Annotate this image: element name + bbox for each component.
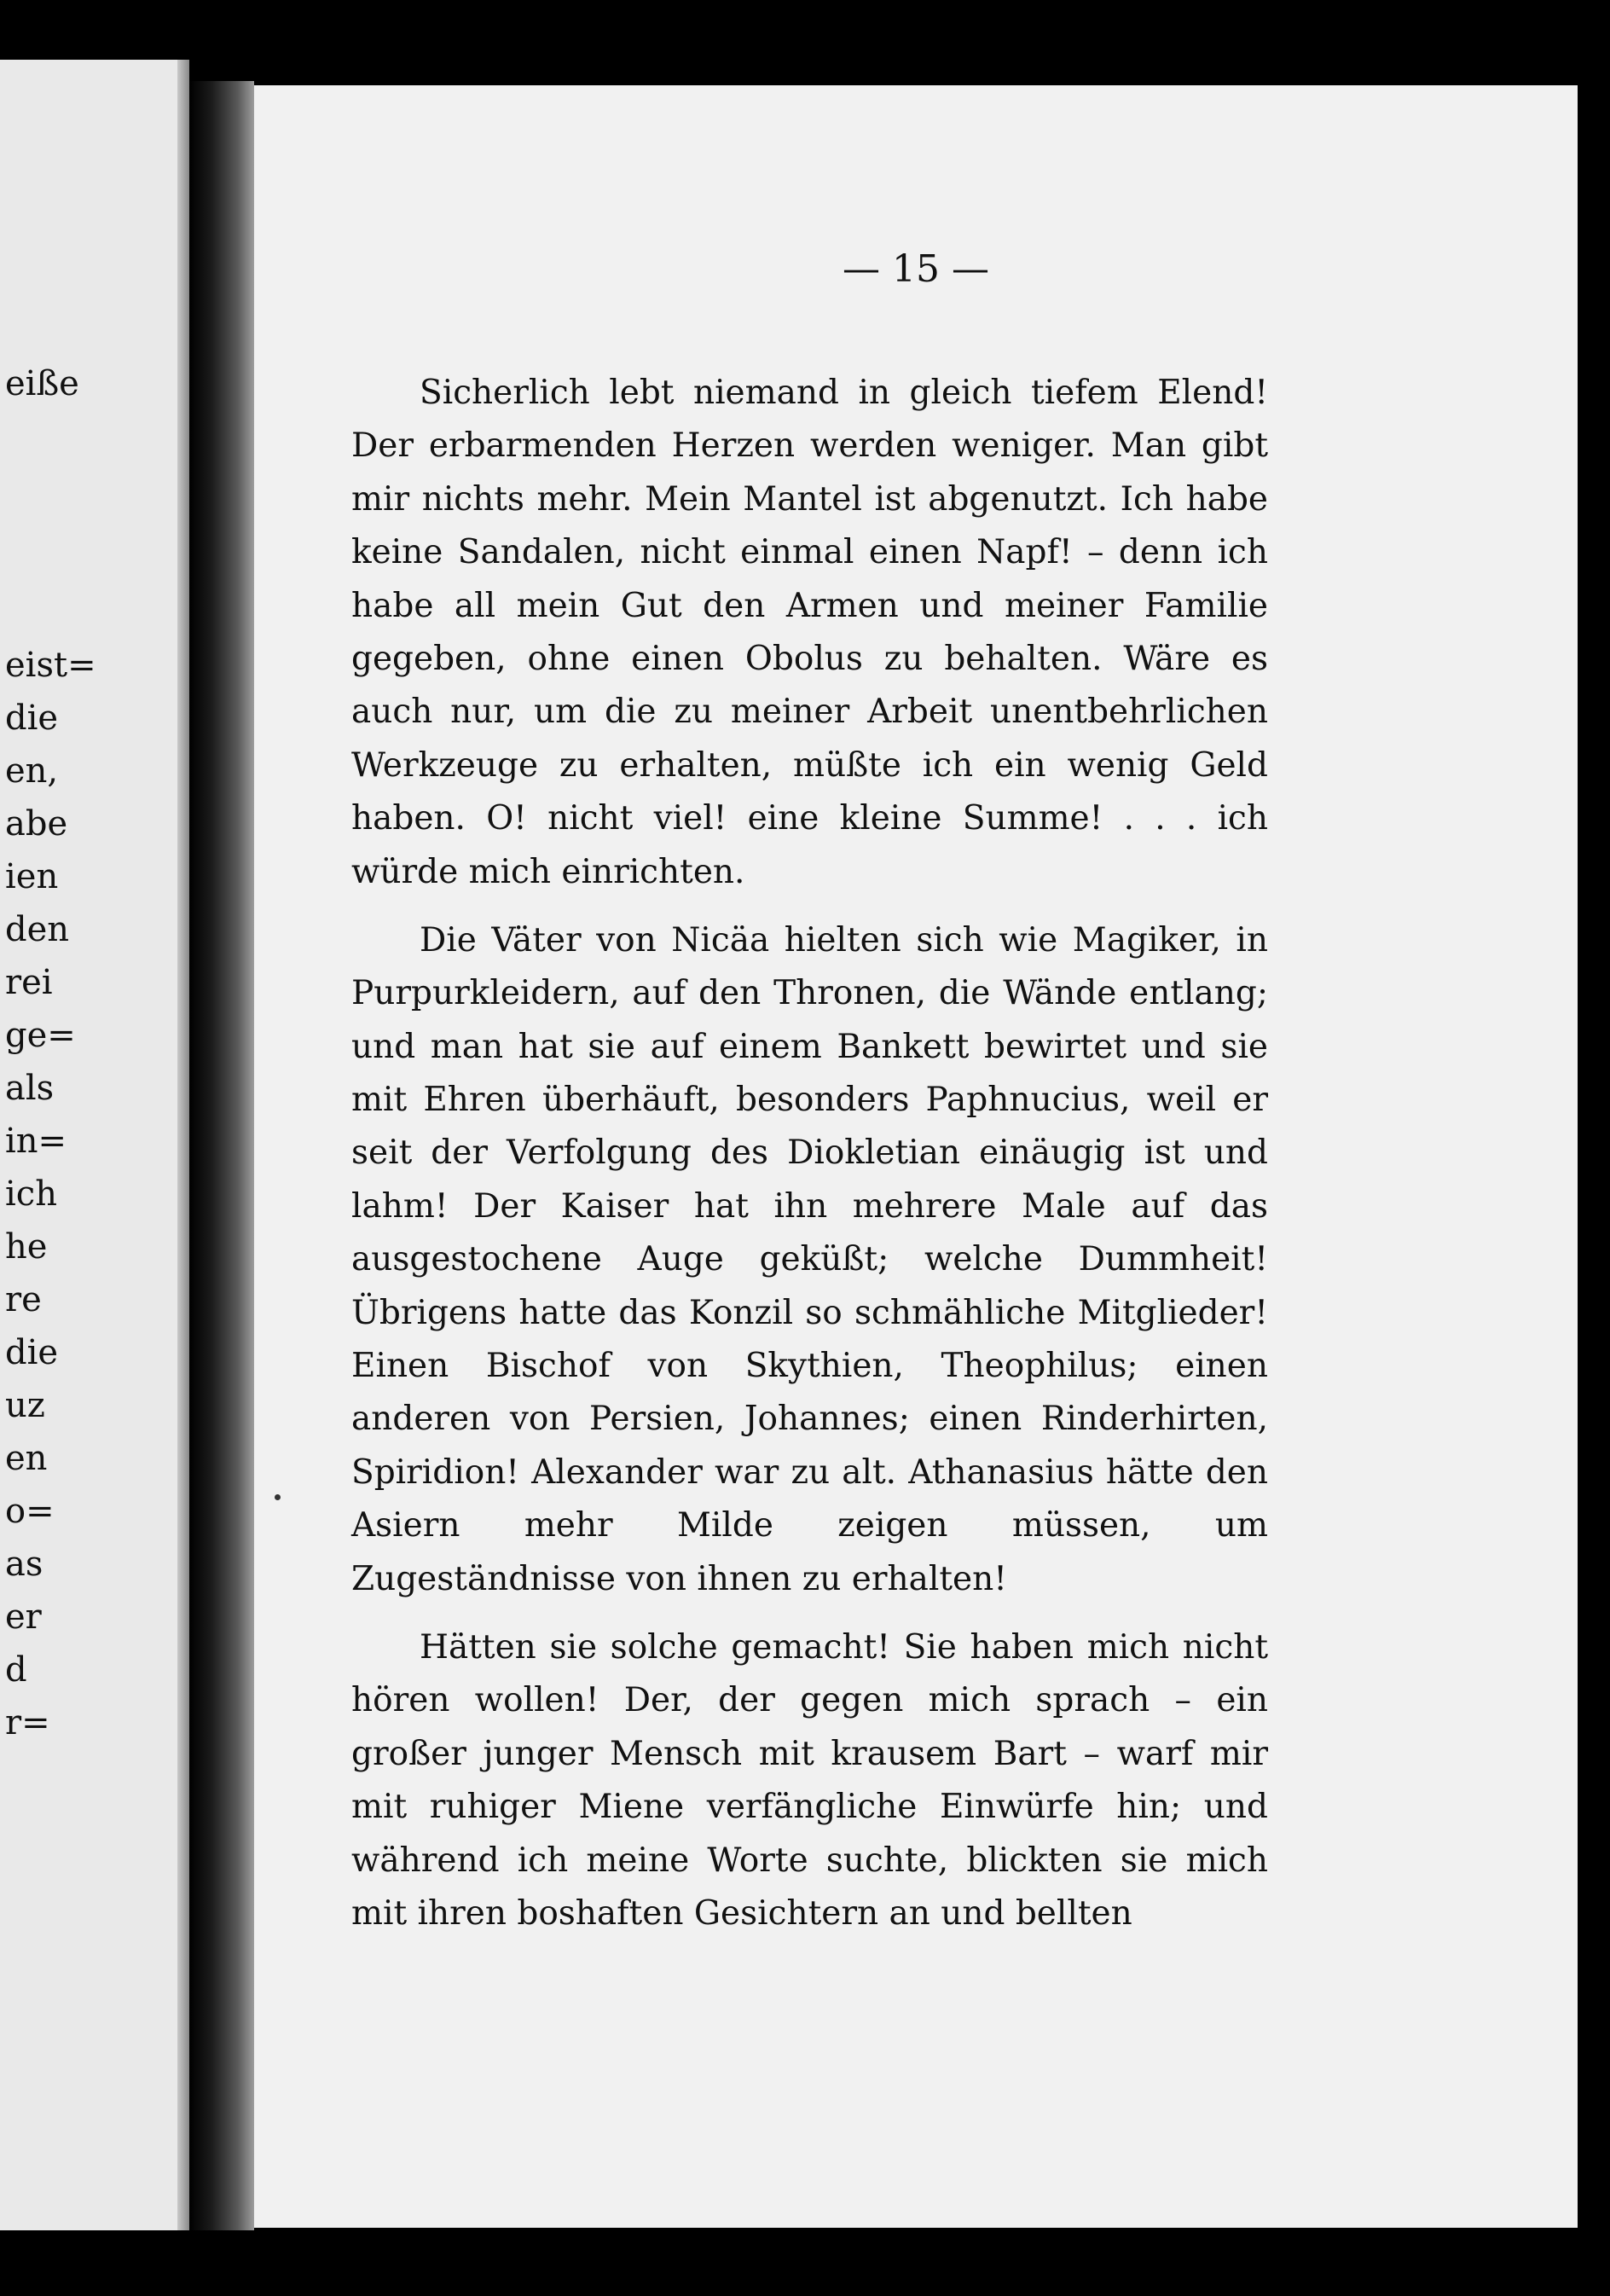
line-fragment: r= [5,1703,50,1742]
paragraph: Hätten sie solche gemacht! Sie haben mich nicht hören wollen! Der, der gegen mich sprach – ein großer junger Mensch mit krausem Bart – warf mir mit ruhiger Miene verfängliche Einwürfe hin; und während ich meine Worte suchte, blickten sie mich mit ihren boshaften Gesichtern an und bellten [351,1627,1268,1933]
line-fragment: ich [5,1174,57,1214]
line-fragment: abe [5,804,68,844]
line-fragment: rei [5,963,53,1002]
line-fragment: er [5,1597,42,1637]
line-fragment: die [5,699,59,738]
line-fragment: den [5,910,70,949]
line-fragment: en [5,1439,48,1478]
page-number: — 15 — [843,247,989,291]
line-fragment: eiße [5,364,79,403]
line-fragment: uz [5,1386,45,1425]
line-fragment: he [5,1227,48,1267]
ink-speck [275,1494,281,1500]
page-fold [177,60,189,2230]
line-fragment: ien [5,857,59,896]
facing-page [0,60,189,2230]
line-fragment: re [5,1280,42,1319]
paragraph: Sicherlich lebt niemand in gleich tiefem Elend! Der erbarmenden Herzen werden weniger. Man gibt mir nichts mehr. Mein Mantel ist abgenutzt. Ich habe keine Sandalen, nicht einmal einen Napf! – denn ich habe all mein Gut den Armen und meiner Familie gegeben, ohne einen Obolus zu behalten. Wäre es auch nur, um die zu meiner Arbeit unentbehrlichen Werkzeuge zu erhalten, müßte ich ein wenig Geld haben. O! nicht viel! eine kleine Summe! . . . ich würde mich einrichten. [351,374,1268,891]
line-fragment: ge= [5,1016,76,1055]
line-fragment: die [5,1333,59,1372]
line-fragment: eist= [5,646,96,685]
line-fragment: en, [5,751,59,791]
book-gutter [189,81,254,2230]
body-text [351,367,1268,1956]
line-fragment: d [5,1650,27,1690]
line-fragment: as [5,1545,43,1584]
line-fragment: als [5,1069,55,1108]
book-page [254,85,1578,2228]
line-fragment: in= [5,1122,67,1161]
line-fragment: o= [5,1492,55,1531]
paragraph: Die Väter von Nicäa hielten sich wie Magiker, in Purpurkleidern, auf den Thronen, die Wände entlang; und man hat sie auf einem Bankett bewirtet und sie mit Ehren überhäuft, besonders Paphnucius, weil er seit der Verfolgung des Diokletian einäugig ist und lahm! Der Kaiser hat ihn mehrere Male auf das ausgestochene Auge geküßt; welche Dummheit! Übrigens hatte das Konzil so schmähliche Mitglieder! Einen Bischof von Skythien, Theophilus; einen anderen von Persien, Johannes; einen Rinderhirten, Spiridion! Alexander war zu alt. Athanasius hätte den Asiern mehr Milde zeigen müssen, um Zugeständnisse von ihnen zu erhalten! [351,920,1268,1598]
